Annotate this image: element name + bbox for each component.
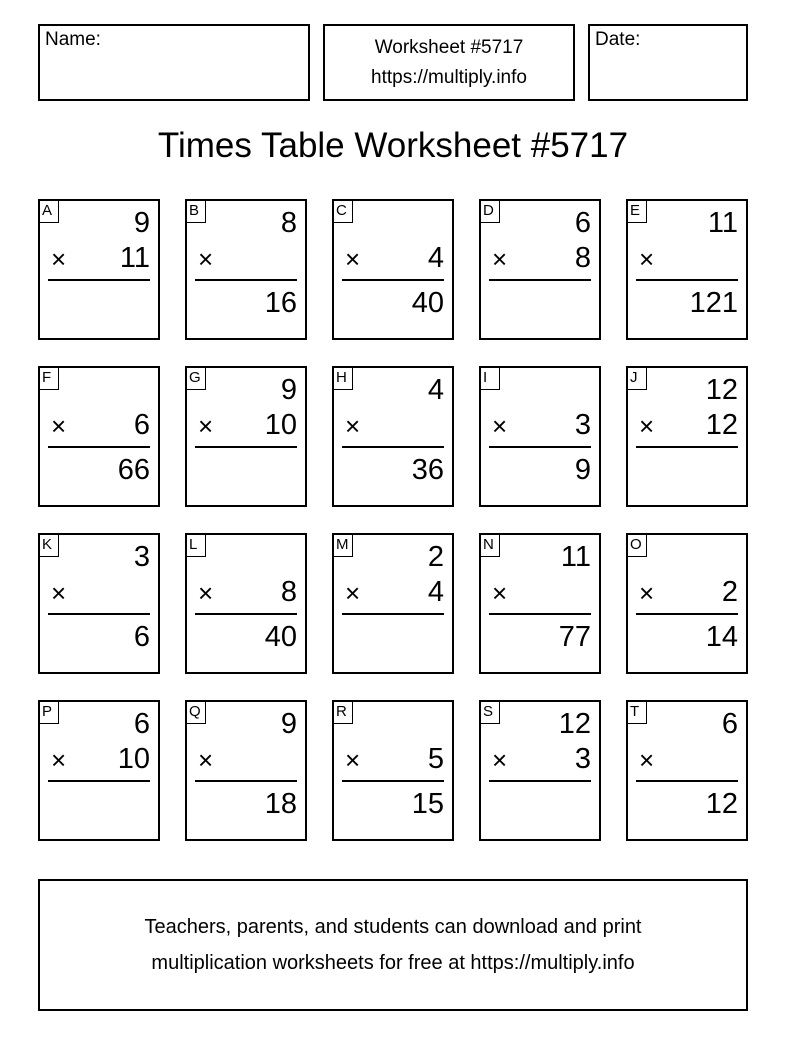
times-icon: × (51, 411, 67, 441)
answer-rule (489, 613, 591, 615)
problem-card (626, 533, 748, 674)
answer-rule (489, 446, 591, 448)
answer-rule (48, 780, 150, 782)
top-factor[interactable]: 6 (133, 708, 150, 740)
answer-value[interactable]: 16 (264, 287, 297, 319)
top-factor[interactable]: 12 (558, 708, 591, 740)
times-icon: × (198, 411, 214, 441)
times-icon: × (198, 745, 214, 775)
bottom-factor[interactable]: 3 (574, 743, 591, 775)
problem-letter: R (334, 702, 353, 724)
problem-letter: J (628, 368, 647, 390)
problem-letter: N (481, 535, 500, 557)
bottom-factor[interactable]: 4 (427, 242, 444, 274)
times-icon: × (345, 244, 361, 274)
times-icon: × (345, 578, 361, 608)
problem-letter: O (628, 535, 647, 557)
answer-rule (342, 279, 444, 281)
date-label: Date: (595, 29, 641, 50)
problem-card (479, 366, 601, 507)
times-icon: × (51, 578, 67, 608)
answer-rule (342, 780, 444, 782)
page-title: Times Table Worksheet #5717 (157, 126, 629, 165)
answer-value[interactable]: 121 (689, 287, 738, 319)
top-factor[interactable]: 6 (721, 708, 738, 740)
problem-letter: I (481, 368, 500, 390)
problem-card (332, 199, 454, 340)
answer-rule (48, 279, 150, 281)
answer-value[interactable]: 14 (705, 621, 738, 653)
answer-value[interactable]: 66 (117, 454, 150, 486)
worksheet-number: Worksheet #5717 (374, 37, 524, 58)
answer-value[interactable]: 77 (558, 621, 591, 653)
problem-letter: C (334, 201, 353, 223)
answer-value[interactable]: 18 (264, 788, 297, 820)
problem-card (185, 533, 307, 674)
problem-letter: Q (187, 702, 206, 724)
bottom-factor[interactable]: 4 (427, 576, 444, 608)
times-icon: × (51, 745, 67, 775)
problem-card (479, 199, 601, 340)
problem-letter: A (40, 201, 59, 223)
top-factor[interactable]: 9 (280, 708, 297, 740)
answer-rule (489, 780, 591, 782)
answer-value[interactable]: 40 (411, 287, 444, 319)
times-icon: × (639, 411, 655, 441)
answer-value[interactable]: 40 (264, 621, 297, 653)
bottom-factor[interactable]: 6 (133, 409, 150, 441)
times-icon: × (345, 745, 361, 775)
bottom-factor[interactable]: 12 (705, 409, 738, 441)
problem-card (479, 700, 601, 841)
problem-letter: M (334, 535, 353, 557)
problem-letter: T (628, 702, 647, 724)
top-factor[interactable]: 11 (707, 207, 738, 239)
problem-letter: P (40, 702, 59, 724)
bottom-factor[interactable]: 3 (574, 409, 591, 441)
bottom-factor[interactable]: 2 (721, 576, 738, 608)
answer-value[interactable]: 6 (133, 621, 150, 653)
answer-rule (195, 613, 297, 615)
times-icon: × (345, 411, 361, 441)
answer-rule (636, 446, 738, 448)
answer-value[interactable]: 15 (411, 788, 444, 820)
name-label: Name: (45, 29, 101, 50)
problem-letter: D (481, 201, 500, 223)
problem-card (332, 533, 454, 674)
answer-value[interactable]: 9 (574, 454, 591, 486)
bottom-factor[interactable]: 10 (264, 409, 297, 441)
problem-letter: B (187, 201, 206, 223)
times-icon: × (51, 244, 67, 274)
top-factor[interactable]: 8 (280, 207, 297, 239)
times-icon: × (492, 244, 508, 274)
times-icon: × (639, 578, 655, 608)
bottom-factor[interactable]: 10 (117, 743, 150, 775)
top-factor[interactable]: 12 (705, 374, 738, 406)
top-factor[interactable]: 6 (574, 207, 591, 239)
problem-letter: K (40, 535, 59, 557)
footer-line-1: Teachers, parents, and students can download and print (144, 916, 642, 938)
problem-card (38, 533, 160, 674)
problem-card (38, 366, 160, 507)
answer-rule (342, 446, 444, 448)
problem-card (38, 700, 160, 841)
problem-card (38, 199, 160, 340)
answer-value[interactable]: 12 (705, 788, 738, 820)
problem-letter: L (187, 535, 206, 557)
answer-rule (195, 279, 297, 281)
times-icon: × (639, 244, 655, 274)
answer-rule (195, 446, 297, 448)
problem-card (185, 199, 307, 340)
bottom-factor[interactable]: 5 (427, 743, 444, 775)
problem-card (332, 366, 454, 507)
bottom-factor[interactable]: 8 (574, 242, 591, 274)
answer-rule (636, 613, 738, 615)
times-icon: × (639, 745, 655, 775)
answer-rule (636, 780, 738, 782)
problem-card (626, 700, 748, 841)
problem-letter: G (187, 368, 206, 390)
answer-rule (636, 279, 738, 281)
bottom-factor[interactable]: 11 (119, 242, 150, 274)
worksheet-url: https://multiply.info (371, 67, 527, 88)
problem-letter: F (40, 368, 59, 390)
problem-card (626, 199, 748, 340)
top-factor[interactable]: 4 (427, 374, 444, 406)
answer-value[interactable]: 36 (411, 454, 444, 486)
times-icon: × (198, 578, 214, 608)
times-icon: × (492, 578, 508, 608)
times-icon: × (492, 745, 508, 775)
footer-line-2: multiplication worksheets for free at https://multiply.info (151, 952, 635, 974)
problem-card (626, 366, 748, 507)
times-icon: × (198, 244, 214, 274)
problem-card (479, 533, 601, 674)
top-factor[interactable]: 11 (560, 541, 591, 573)
top-factor[interactable]: 9 (280, 374, 297, 406)
top-factor[interactable]: 3 (133, 541, 150, 573)
top-factor[interactable]: 2 (427, 541, 444, 573)
answer-rule (489, 279, 591, 281)
answer-rule (48, 446, 150, 448)
problem-card (332, 700, 454, 841)
footer-box (38, 879, 748, 1011)
top-factor[interactable]: 9 (133, 207, 150, 239)
answer-rule (342, 613, 444, 615)
answer-rule (48, 613, 150, 615)
problem-card (185, 366, 307, 507)
answer-rule (195, 780, 297, 782)
times-icon: × (492, 411, 508, 441)
problem-letter: H (334, 368, 353, 390)
bottom-factor[interactable]: 8 (280, 576, 297, 608)
problem-letter: S (481, 702, 500, 724)
problem-card (185, 700, 307, 841)
problem-letter: E (628, 201, 647, 223)
